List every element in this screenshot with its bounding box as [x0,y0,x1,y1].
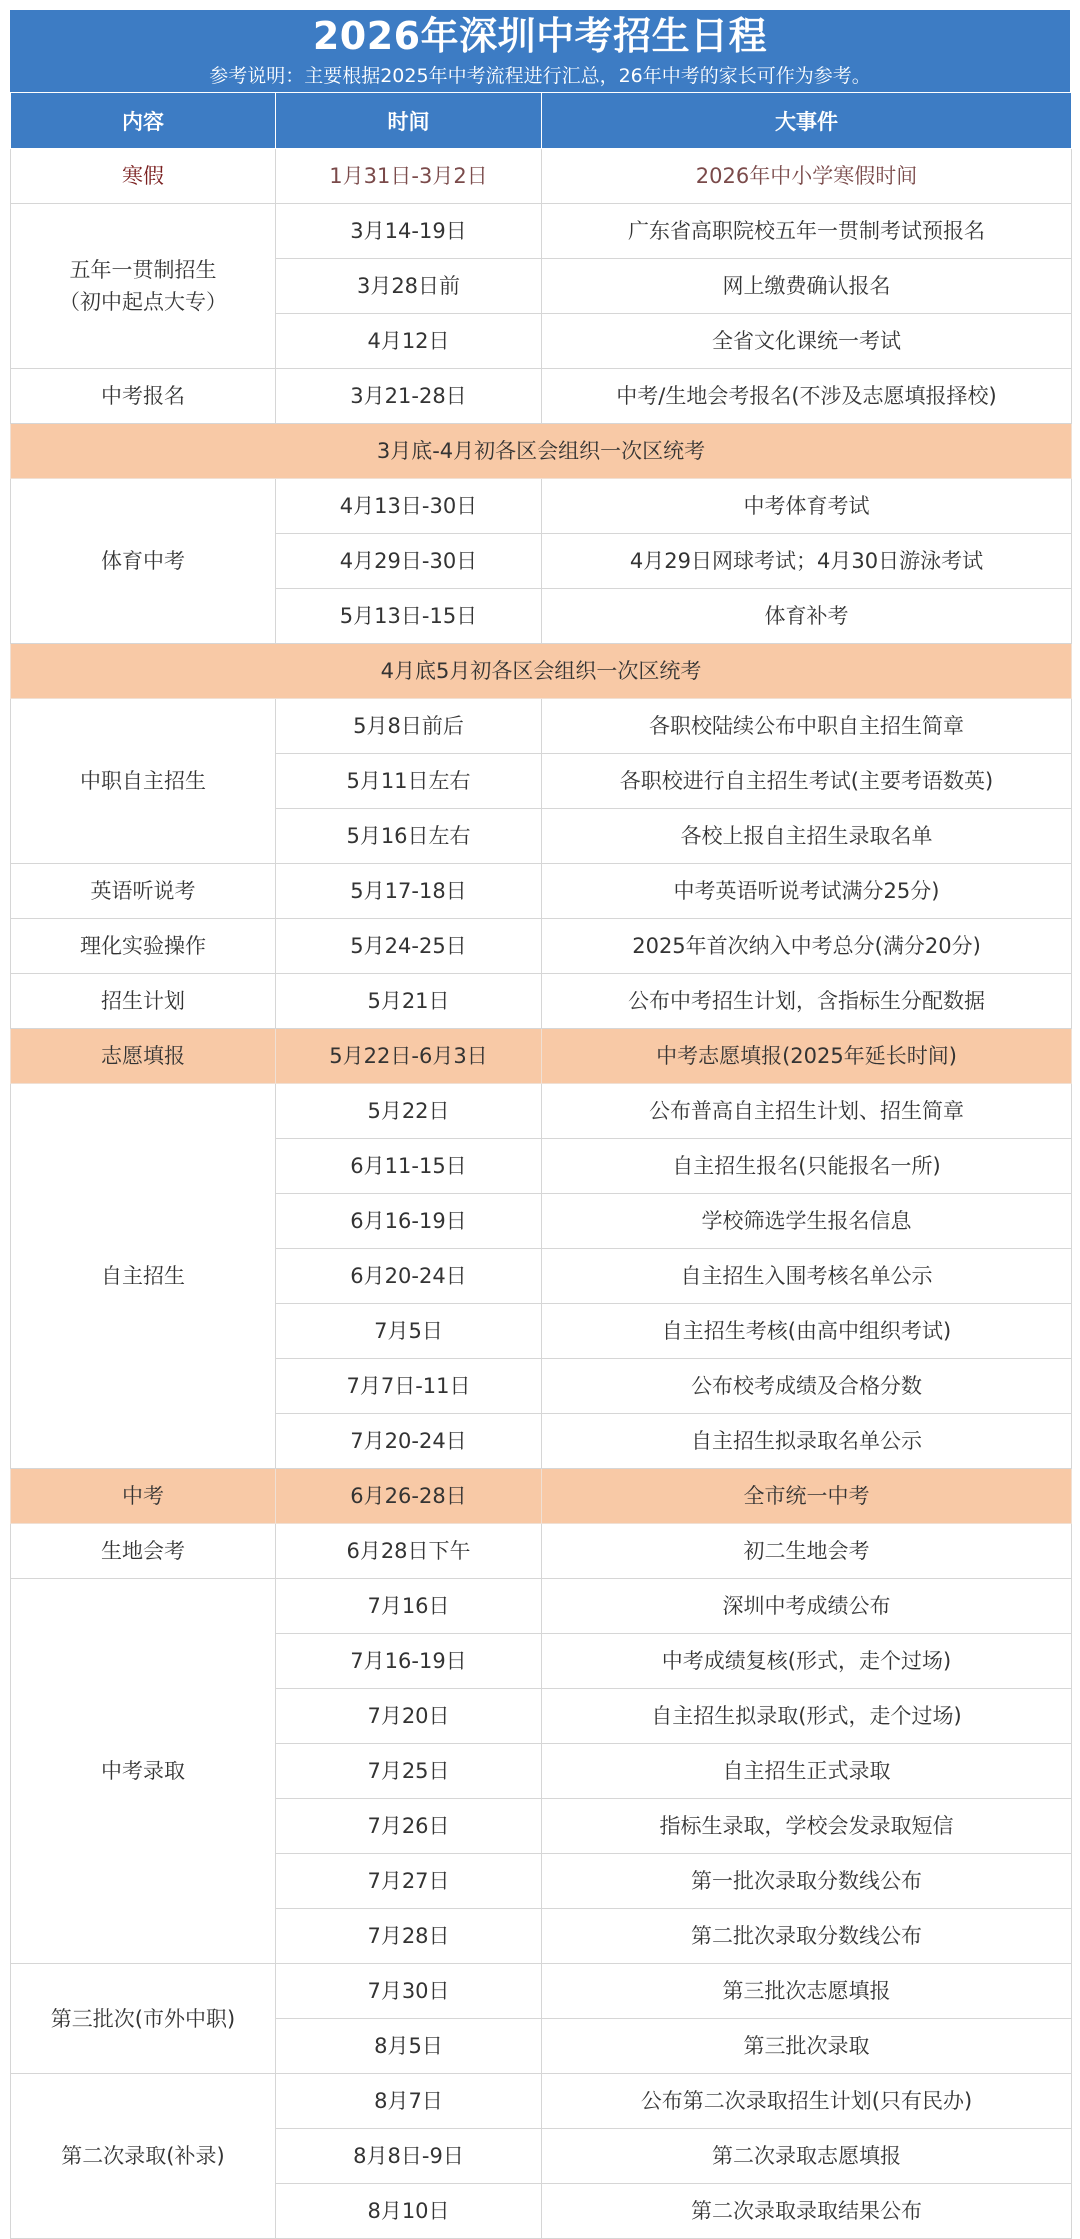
schedule-time: 8月8日-9日 [276,2129,542,2184]
schedule-time: 7月30日 [276,1964,542,2019]
schedule-event: 各职校进行自主招生考试(主要考语数英) [542,754,1072,809]
schedule-time: 5月17-18日 [276,864,542,919]
region-exam-note: 4月底5月初各区会组织一次区统考 [11,644,1072,699]
stage-label [11,1469,276,1524]
schedule-time: 7月16-19日 [276,1634,542,1689]
schedule-event: 第三批次志愿填报 [542,1964,1072,2019]
schedule-time: 7月27日 [276,1854,542,1909]
schedule-event: 各校上报自主招生录取名单 [542,809,1072,864]
schedule-row [11,1964,1072,2019]
schedule-event: 中考志愿填报(2025年延长时间) [542,1029,1072,1084]
schedule-event: 中考英语听说考试满分25分) [542,864,1072,919]
schedule-time: 6月26-28日 [276,1469,542,1524]
stage-label-line: 中职自主招生 [80,769,206,793]
schedule-time: 8月7日 [276,2074,542,2129]
schedule-event: 第一批次录取分数线公布 [542,1854,1072,1909]
schedule-event: 自主招生考核(由高中组织考试) [542,1304,1072,1359]
stage-label-line: 五年一贯制招生 [69,258,217,282]
stage-label-line: 自主招生 [101,1264,185,1288]
stage-label-line: 英语听说考 [90,879,196,903]
stage-label-line: 寒假 [122,164,164,188]
schedule-row [11,974,1072,1029]
schedule-row [11,864,1072,919]
region-exam-banner-row [11,644,1072,699]
schedule-event: 学校筛选学生报名信息 [542,1194,1072,1249]
schedule-event: 2026年中小学寒假时间 [542,149,1072,204]
schedule-time: 7月20日 [276,1689,542,1744]
schedule-table [10,92,1072,2239]
schedule-event: 中考/生地会考报名(不涉及志愿填报择校) [542,369,1072,424]
schedule-event: 全省文化课统一考试 [542,314,1072,369]
schedule-event: 自主招生拟录取名单公示 [542,1414,1072,1469]
title-banner [10,10,1070,92]
stage-label [11,919,276,974]
stage-label [11,699,276,864]
schedule-event: 广东省高职院校五年一贯制考试预报名 [542,204,1072,259]
schedule-row [11,1029,1072,1084]
schedule-time: 5月16日左右 [276,809,542,864]
schedule-time: 4月29日-30日 [276,534,542,589]
schedule-time: 6月16-19日 [276,1194,542,1249]
stage-label [11,1524,276,1579]
schedule-time: 7月20-24日 [276,1414,542,1469]
schedule-time: 5月22日 [276,1084,542,1139]
schedule-time: 7月26日 [276,1799,542,1854]
stage-label-line: 中考录取 [101,1759,185,1783]
stage-label-line: 中考报名 [101,384,185,408]
schedule-time: 3月14-19日 [276,204,542,259]
schedule-event: 2025年首次纳入中考总分(满分20分) [542,919,1072,974]
schedule-time: 7月25日 [276,1744,542,1799]
schedule-time: 5月8日前后 [276,699,542,754]
stage-label [11,369,276,424]
column-header-event: 大事件 [542,93,1072,149]
schedule-time: 7月16日 [276,1579,542,1634]
stage-label [11,1029,276,1084]
schedule-row [11,369,1072,424]
schedule-row [11,919,1072,974]
schedule-row [11,204,1072,259]
schedule-time: 6月11-15日 [276,1139,542,1194]
schedule-event: 第二批次录取分数线公布 [542,1909,1072,1964]
schedule-event: 公布普高自主招生计划、招生简章 [542,1084,1072,1139]
schedule-time: 4月13日-30日 [276,479,542,534]
stage-label [11,1579,276,1964]
region-exam-banner-row [11,424,1072,479]
schedule-row [11,149,1072,204]
schedule-time: 5月11日左右 [276,754,542,809]
schedule-event: 第二次录取志愿填报 [542,2129,1072,2184]
column-header-content: 内容 [11,93,276,149]
schedule-row [11,699,1072,754]
stage-label [11,1964,276,2074]
column-header-time: 时间 [276,93,542,149]
schedule-event: 初二生地会考 [542,1524,1072,1579]
schedule-event: 网上缴费确认报名 [542,259,1072,314]
schedule-event: 中考体育考试 [542,479,1072,534]
schedule-event: 4月29日网球考试；4月30日游泳考试 [542,534,1072,589]
schedule-time: 8月10日 [276,2184,542,2239]
stage-label [11,204,276,369]
stage-label-line: 体育中考 [101,549,185,573]
table-header-row [11,93,1072,149]
schedule-event: 全市统一中考 [542,1469,1072,1524]
schedule-event: 第二次录取录取结果公布 [542,2184,1072,2239]
schedule-event: 自主招生报名(只能报名一所) [542,1139,1072,1194]
schedule-time: 4月12日 [276,314,542,369]
schedule-time: 7月7日-11日 [276,1359,542,1414]
schedule-row [11,479,1072,534]
schedule-event: 深圳中考成绩公布 [542,1579,1072,1634]
schedule-time: 6月20-24日 [276,1249,542,1304]
schedule-event: 公布校考成绩及合格分数 [542,1359,1072,1414]
schedule-time: 5月24-25日 [276,919,542,974]
schedule-event: 自主招生拟录取(形式，走个过场) [542,1689,1072,1744]
schedule-time: 5月13日-15日 [276,589,542,644]
stage-label [11,149,276,204]
schedule-time: 7月28日 [276,1909,542,1964]
stage-label-line: 生地会考 [101,1539,185,1563]
schedule-time: 7月5日 [276,1304,542,1359]
schedule-event: 自主招生正式录取 [542,1744,1072,1799]
schedule-time: 1月31日-3月2日 [276,149,542,204]
stage-label-line: 中考 [122,1484,164,1508]
schedule-event: 中考成绩复核(形式，走个过场) [542,1634,1072,1689]
schedule-event: 各职校陆续公布中职自主招生简章 [542,699,1072,754]
schedule-time: 5月22日-6月3日 [276,1029,542,1084]
page-subtitle: 参考说明：主要根据2025年中考流程进行汇总，26年中考的家长可作为参考。 [209,65,871,87]
schedule-event: 公布中考招生计划，含指标生分配数据 [542,974,1072,1029]
schedule-event: 第三批次录取 [542,2019,1072,2074]
stage-label [11,2074,276,2239]
stage-label-line: 第三批次(市外中职) [50,2006,236,2031]
schedule-time: 3月21-28日 [276,369,542,424]
stage-label [11,479,276,644]
stage-label [11,1084,276,1469]
schedule-row [11,1524,1072,1579]
schedule-row [11,1579,1072,1634]
stage-label [11,864,276,919]
schedule-event: 自主招生入围考核名单公示 [542,1249,1072,1304]
schedule-time: 5月21日 [276,974,542,1029]
stage-label-line: 理化实验操作 [80,934,206,958]
schedule-body [11,149,1072,2239]
schedule-event: 指标生录取，学校会发录取短信 [542,1799,1072,1854]
schedule-time: 6月28日下午 [276,1524,542,1579]
stage-label-line: （初中起点大专） [59,290,227,314]
schedule-event: 公布第二次录取招生计划(只有民办) [542,2074,1072,2129]
stage-label [11,974,276,1029]
stage-label-line: 志愿填报 [101,1044,185,1068]
schedule-row [11,2074,1072,2129]
schedule-row [11,1084,1072,1139]
stage-label-line: 招生计划 [101,989,185,1013]
schedule-event: 体育补考 [542,589,1072,644]
schedule-time: 3月28日前 [276,259,542,314]
stage-label-line: 第二次录取(补录) [61,2144,225,2168]
schedule-row [11,1469,1072,1524]
schedule-time: 8月5日 [276,2019,542,2074]
region-exam-note: 3月底-4月初各区会组织一次区统考 [11,424,1072,479]
page-title: 2026年深圳中考招生日程 [312,14,768,58]
